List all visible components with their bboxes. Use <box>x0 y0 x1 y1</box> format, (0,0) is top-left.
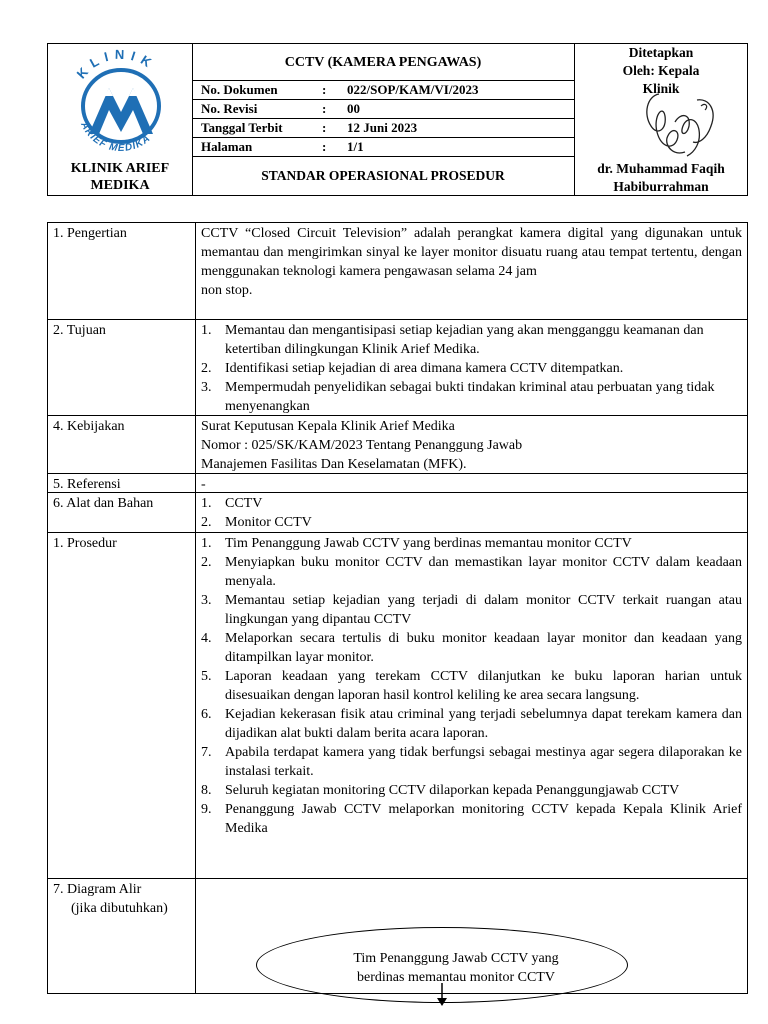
row-label: 6. Alat dan Bahan <box>48 493 196 532</box>
alat-item <box>201 513 742 532</box>
pengertian-text: CCTV “Closed Circuit Television” adalah perangkat kamera digital yang digunakan untuk memantau dan mengirimkan sinyal ke layer monitor disuatu ruang atau tempat tertentu, dengan menggunakan teknologi kamera pengawasan selama 24 jam <box>201 226 742 279</box>
tujuan-item-number: 1. <box>201 323 212 338</box>
row-label: 1. Pengertian <box>48 223 196 319</box>
alat-item-number: 2. <box>201 515 212 530</box>
info-row-tanggal <box>192 119 574 138</box>
tujuan-item-text: Memantau dan mengantisipasi setiap kejadian yang akan mengganggu keamanan dan ketertiban dilingkungan Klinik Arief Medika. <box>225 323 704 357</box>
sop-table <box>47 222 748 994</box>
kebijakan-line: Manajemen Fasilitas Dan Keselamatan (MFK). <box>201 457 467 472</box>
row-label: 2. Tujuan <box>48 320 196 415</box>
alat-item-number: 1. <box>201 496 212 511</box>
prosedur-item-text: Seluruh kegiatan monitoring CCTV dilaporkan kepada Penanggungjawab CCTV <box>225 783 680 798</box>
row-content <box>196 493 747 532</box>
row-label: 4. Kebijakan <box>48 416 196 473</box>
info-value: 00 <box>347 101 360 116</box>
clinic-logo-icon <box>64 48 178 158</box>
prosedur-list <box>201 534 742 838</box>
info-label: No. Dokumen <box>201 82 278 97</box>
row-kebijakan <box>48 416 747 474</box>
prosedur-item-text: Melaporkan secara tertulis di buku monitor keadaan layar monitor dan keadaan yang ditampilkan layar monitor. <box>225 631 742 665</box>
prosedur-item <box>201 553 742 591</box>
row-pengertian <box>48 223 747 320</box>
signature-icon <box>637 86 727 164</box>
document-title: CCTV (KAMERA PENGAWAS) <box>192 44 574 81</box>
tujuan-list <box>201 321 742 416</box>
document-header <box>47 43 748 196</box>
row-sublabel: (jika dibutuhkan) <box>71 901 168 916</box>
info-label: Halaman <box>201 139 253 154</box>
info-row-halaman <box>192 138 574 157</box>
info-value: 022/SOP/KAM/VI/2023 <box>347 82 479 97</box>
row-content <box>196 416 747 474</box>
prosedur-item-text: Apabila terdapat kamera yang tidak berfungsi sebagai mestinya agar segera dilaporakan ke instalasi terkait. <box>225 745 742 779</box>
info-label: Tanggal Terbit <box>201 120 283 135</box>
alat-list <box>201 494 742 532</box>
prosedur-item-number: 9. <box>201 802 212 817</box>
row-alat-bahan <box>48 493 747 533</box>
document-info <box>192 44 575 195</box>
tujuan-item-number: 3. <box>201 380 212 395</box>
prosedur-item <box>201 629 742 667</box>
logo-cell <box>48 44 193 195</box>
kebijakan-line: Surat Keputusan Kepala Klinik Arief Medika <box>201 419 455 434</box>
row-content <box>196 533 747 838</box>
tujuan-item-text: Mempermudah penyelidikan sebagai bukti tindakan kriminal atau perbuatan yang tidak menyenangkan <box>225 380 715 414</box>
logo-text-bottom: ARIEF MEDIKA <box>78 120 153 155</box>
prosedur-item <box>201 534 742 553</box>
prosedur-item-number: 6. <box>201 707 212 722</box>
row-prosedur <box>48 533 747 879</box>
prosedur-item-number: 2. <box>201 555 212 570</box>
prosedur-item-number: 8. <box>201 783 212 798</box>
approved-by: Ditetapkan Oleh: Kepala Klinik <box>622 45 700 96</box>
flow-arrow-icon <box>435 983 449 1007</box>
logo-text-top: KLINIK <box>73 48 160 82</box>
approval-cell <box>575 44 747 195</box>
prosedur-item <box>201 781 742 800</box>
prosedur-item-text: Kejadian kekerasan fisik atau criminal yang terjadi sebelumnya dapat terekam kamera dan dijadikan alat bukti dalam berita acara laporan. <box>225 707 742 741</box>
info-label: No. Revisi <box>201 101 258 116</box>
prosedur-item-text: Penanggung Jawab CCTV melaporkan monitoring CCTV kepada Kepala Klinik Arief Medika <box>225 802 742 836</box>
info-row-revisi <box>192 100 574 119</box>
tujuan-item <box>201 378 742 416</box>
prosedur-item-number: 5. <box>201 669 212 684</box>
flow-step-text: Tim Penanggung Jawab CCTV yang berdinas memantau monitor CCTV <box>353 951 559 985</box>
sop-title: STANDAR OPERASIONAL PROSEDUR <box>261 168 505 183</box>
prosedur-item-number: 4. <box>201 631 212 646</box>
row-label: 7. Diagram Alir <box>53 882 142 897</box>
tujuan-item <box>201 359 742 378</box>
kebijakan-line: Nomor : 025/SK/KAM/2023 Tentang Penanggung Jawab <box>201 438 523 453</box>
info-value: 12 Juni 2023 <box>347 120 418 135</box>
row-label: 1. Prosedur <box>48 533 196 878</box>
prosedur-item <box>201 800 742 838</box>
prosedur-item <box>201 743 742 781</box>
row-label-cell <box>48 879 196 993</box>
prosedur-item <box>201 667 742 705</box>
prosedur-item-text: Tim Penanggung Jawab CCTV yang berdinas memantau monitor CCTV <box>225 536 632 551</box>
tujuan-item-text: Identifikasi setiap kejadian di area dimana kamera CCTV ditempatkan. <box>225 361 624 376</box>
prosedur-item-number: 1. <box>201 536 212 551</box>
prosedur-item <box>201 705 742 743</box>
prosedur-item-number: 7. <box>201 745 212 760</box>
info-value: 1/1 <box>347 139 364 154</box>
info-row-dokumen <box>192 81 574 100</box>
row-tujuan <box>48 320 747 416</box>
prosedur-item-text: Menyiapkan buku monitor CCTV dan memastikan layar monitor CCTV dalam keadaan menyala. <box>225 555 742 589</box>
alat-item <box>201 494 742 513</box>
alat-item-text: CCTV <box>225 496 263 511</box>
info-separator: : <box>322 82 327 97</box>
row-content <box>196 223 747 300</box>
prosedur-item <box>201 591 742 629</box>
prosedur-item-text: Memantau setiap kejadian yang terjadi di dalam monitor CCTV terkait ruangan atau lingkungan yang dipantau CCTV <box>225 593 742 627</box>
row-referensi <box>48 474 747 493</box>
info-separator: : <box>322 101 327 116</box>
info-separator: : <box>322 120 327 135</box>
pengertian-text-cont: non stop. <box>201 283 253 298</box>
alat-item-text: Monitor CCTV <box>225 515 312 530</box>
prosedur-item-text: Laporan keadaan yang terekam CCTV dilanjutkan ke buku laporan harian untuk disesuaikan dengan laporan hasil kontrol keliling ke area secara langsung. <box>225 669 742 703</box>
doctor-name: dr. Muhammad Faqih Habiburrahman <box>597 161 725 194</box>
row-label: 5. Referensi <box>48 474 196 492</box>
tujuan-item <box>201 321 742 359</box>
row-content <box>196 320 747 416</box>
tujuan-item-number: 2. <box>201 361 212 376</box>
flow-text <box>271 949 641 987</box>
referensi-text: - <box>201 477 206 492</box>
info-separator: : <box>322 139 327 154</box>
clinic-name: KLINIK ARIEF MEDIKA <box>70 161 170 193</box>
prosedur-item-number: 3. <box>201 593 212 608</box>
